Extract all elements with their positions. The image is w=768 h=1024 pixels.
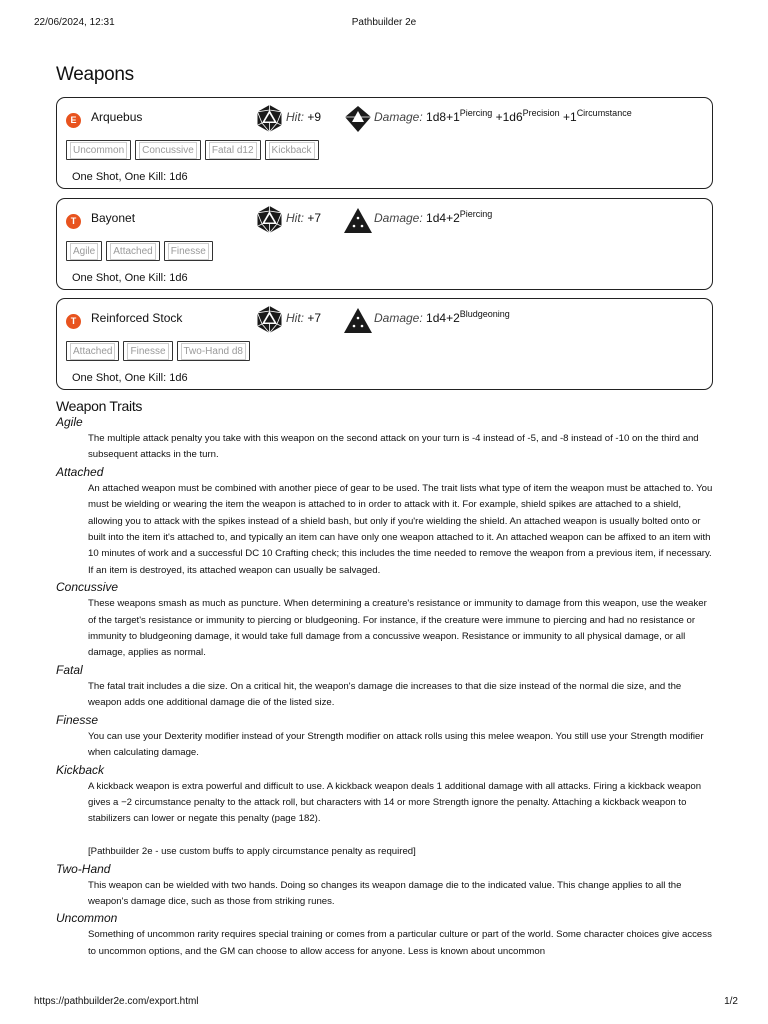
rarity-badge: E xyxy=(66,113,81,128)
print-header xyxy=(0,17,768,31)
hit-bonus xyxy=(286,311,321,325)
damage-label: Damage: xyxy=(374,211,423,225)
weapon-card-reinforced-stock xyxy=(56,298,713,390)
print-footer xyxy=(0,996,768,1010)
hit-bonus xyxy=(286,211,321,225)
section-title-weapons: Weapons xyxy=(56,64,134,85)
weapon-card-arquebus xyxy=(56,97,713,189)
trait-definition-text: Something of uncommon rarity requires special training or comes from a particular culture or part of the world. Some character choices give access to uncommon options, and the GM can choose to allow access for anyone. Less is known about uncommon xyxy=(88,929,712,957)
trait-tag: Attached xyxy=(106,241,159,261)
d20-icon xyxy=(255,104,284,133)
damage-type: Piercing xyxy=(459,209,493,219)
trait-tag: Uncommon xyxy=(66,140,131,160)
weapon-card-bayonet xyxy=(56,198,713,290)
trait-definition-name: Concussive xyxy=(56,580,119,595)
weapon-name: Bayonet xyxy=(91,211,136,225)
damage-formula xyxy=(374,211,492,225)
trait-definition-text: You can use your Dexterity modifier instead of your Strength modifier on attack rolls using this melee weapon. You still use your Strength modifier when calculating damage. xyxy=(88,730,704,759)
trait-definition-text: An attached weapon must be combined with another piece of gear to be used. The trait lists what type of item the weapon must be attached to. You must be wielding or wearing the item the weapon is attached to in order to attack with it. For example, shield spikes are attached to a shield, allowing you to attack with the spikes instead of a shield bash, but only if you're wielding the shield. An attached weapon is usually bolted onto or built into the item it's attached to, and typically an item can have only one weapon attached to it. An attached weapon can be affixed to an item with 10 minutes of work and a successful DC 10 Crafting check; this includes the time needed to remove the weapon from a previous item, if necessary. If an item is destroyed, its attached weapon can usually be salvaged. xyxy=(88,482,713,576)
trait-definition-list xyxy=(56,414,716,960)
trait-definition-name: Uncommon xyxy=(56,911,118,926)
trait-tag: Concussive xyxy=(135,140,201,160)
trait-definition-name: Kickback xyxy=(56,762,105,777)
rarity-badge: T xyxy=(66,214,81,229)
d20-icon xyxy=(255,305,284,334)
trait-definition-finesse xyxy=(56,712,716,762)
trait-definition-text: These weapons smash as much as puncture. When determining a creature's resistance or immunity to damage from this weapon, use the weaker of the target's resistance or immunity to piercing or bludgeoning. For instance, if the creature were immune to piercing and had no resistance or immunity to bludgeoning damage, it would take full damage from a concussive weapon. Resistance or immunity to all physical damage, or all damage, applies as normal. xyxy=(88,598,707,659)
trait-definition-name: Agile xyxy=(56,415,83,429)
damage-extra-precision-type: Precision xyxy=(522,108,560,118)
section-title-weapon-traits: Weapon Traits xyxy=(56,398,143,414)
hit-value: +9 xyxy=(307,110,322,124)
trait-definition-fatal xyxy=(56,662,716,712)
weapon-special: One Shot, One Kill: 1d6 xyxy=(72,171,188,183)
trait-tag: Agile xyxy=(66,241,102,261)
trait-definition-concussive xyxy=(56,579,716,662)
weapon-traits xyxy=(66,241,213,261)
weapon-name: Reinforced Stock xyxy=(91,311,183,325)
d8-damage-icon xyxy=(343,105,373,133)
print-datetime: 22/06/2024, 12:31 xyxy=(34,17,115,28)
print-title: Pathbuilder 2e xyxy=(351,17,417,28)
trait-definition-uncommon xyxy=(56,910,716,960)
damage-base: 1d4+2 xyxy=(426,211,460,225)
hit-label: Hit: xyxy=(286,311,304,325)
weapon-traits xyxy=(66,140,319,160)
trait-definition-kickback xyxy=(56,762,716,861)
weapon-special: One Shot, One Kill: 1d6 xyxy=(72,272,188,284)
damage-label: Damage: xyxy=(374,311,423,325)
trait-tag: Fatal d12 xyxy=(205,140,261,160)
trait-definition-name: Fatal xyxy=(56,662,83,677)
damage-label: Damage: xyxy=(374,110,423,124)
hit-label: Hit: xyxy=(286,211,304,225)
trait-tag: Finesse xyxy=(123,341,172,361)
weapon-traits xyxy=(66,341,250,361)
damage-extra-circumstance: +1 xyxy=(563,110,577,124)
damage-extra-precision: +1d6 xyxy=(495,110,523,124)
trait-tag: Finesse xyxy=(164,241,213,261)
weapon-name: Arquebus xyxy=(91,110,143,124)
damage-formula xyxy=(374,110,632,124)
rarity-badge: T xyxy=(66,314,81,329)
trait-definition-two-hand xyxy=(56,861,716,911)
trait-definition-text: The multiple attack penalty you take with this weapon on the second attack on your turn is -4 instead of -5, and -8 instead of -10 on the third and subsequent attacks in the turn. xyxy=(88,433,699,461)
trait-definition-text: A kickback weapon is extra powerful and difficult to use. A kickback weapon deals 1 additional damage with all attacks. Firing a kickback weapon gives a −2 circumstance penalty to the attack roll, but characters with 14 or more Strength ignore the penalty. Attaching a kickback weapon to stabilizers can lower or negate this penalty (page 182). xyxy=(88,780,702,825)
trait-definition-agile xyxy=(56,414,716,464)
trait-definition-name: Two-Hand xyxy=(56,861,111,876)
d4-damage-icon xyxy=(343,306,373,334)
page-number: 1/2 xyxy=(724,996,738,1007)
damage-type: Piercing xyxy=(459,108,493,118)
damage-formula xyxy=(374,311,510,325)
hit-value: +7 xyxy=(307,311,322,325)
trait-tag: Attached xyxy=(66,341,119,361)
weapon-special: One Shot, One Kill: 1d6 xyxy=(72,372,188,384)
damage-extra-circumstance-type: Circumstance xyxy=(576,108,632,118)
print-url: https://pathbuilder2e.com/export.html xyxy=(34,996,199,1007)
trait-definition-name: Attached xyxy=(56,464,104,479)
d20-icon xyxy=(255,205,284,234)
d4-damage-icon xyxy=(343,206,373,234)
damage-type: Bludgeoning xyxy=(459,309,510,319)
trait-definition-text: This weapon can be wielded with two hands. Doing so changes its weapon damage die to the indicated value. This change applies to all the weapon's damage dice, such as those from striking runes. xyxy=(88,879,682,907)
trait-definition-note: [Pathbuilder 2e - use custom buffs to apply circumstance penalty as required] xyxy=(88,846,416,858)
trait-definition-attached xyxy=(56,464,716,579)
trait-tag: Kickback xyxy=(265,140,319,160)
trait-definition-text: The fatal trait includes a die size. On a critical hit, the weapon's damage die increases to that die size instead of the normal die size, and the weapon adds one additional damage die of the listed size. xyxy=(88,680,682,709)
trait-tag: Two-Hand d8 xyxy=(177,341,250,361)
hit-label: Hit: xyxy=(286,110,304,124)
hit-value: +7 xyxy=(307,211,322,225)
hit-bonus xyxy=(286,110,321,124)
damage-base: 1d8+1 xyxy=(426,110,460,124)
trait-definition-name: Finesse xyxy=(56,712,99,727)
damage-base: 1d4+2 xyxy=(426,311,460,325)
